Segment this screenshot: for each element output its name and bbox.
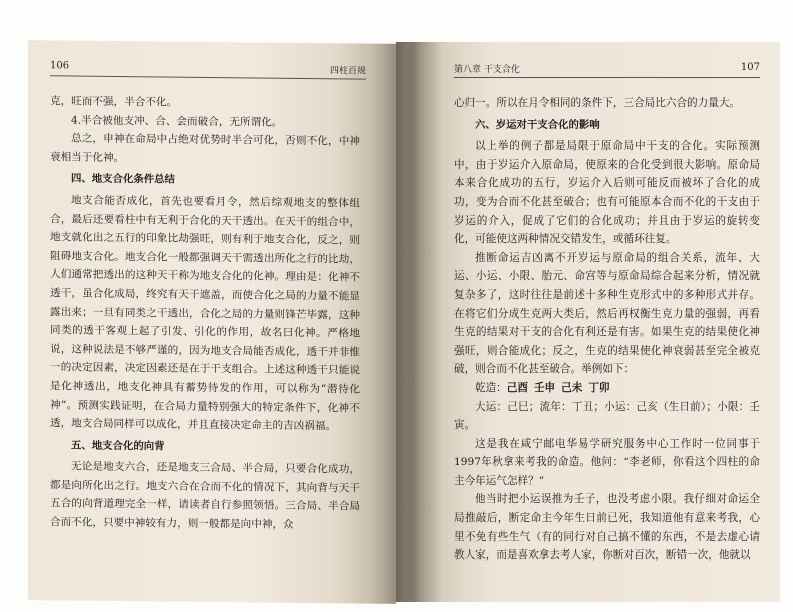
paragraph: 克，旺而不强，半合不化。 [50,95,178,109]
paragraph: 4.半合被他支冲、合、会而破合，无所谓化。 [71,114,283,129]
paragraph: 以上举的例子都是局限于原命局中干支的合化。实际预测中，由于岁运介入原命局，使原来的合化受到很大影响。原命局本来合化成功的五行，岁运介入后则可能反而被坏了合化的成功，变为合而不化甚至破合；也有可能原本合而不化的干支由于岁运的介入，促成了它们的合化成功；并且由于岁运的旋转变化，可能使这两种情况交错发生，或循环往复。 [454,140,760,246]
right-running-title: 第八章 干支合化 [454,65,520,75]
paragraph: 心归一。所以在月令相同的条件下，三合局比六合的力量大。 [454,97,741,109]
paragraph: 无论是地支六合，还是地支三合局、半合局，只要合化成功，都是向所化出之行。地支六合在合而不化的情况下，其向背与天干五合的向背道理完全一样，请读者自行参照领悟。三合局、半合局合而不化，只要中神较有力，则一般都是向中神，众 [50,460,360,531]
section-heading: 六、岁运对干支合化的影响 [475,118,600,131]
left-page [28,40,396,604]
left-page-header [50,60,366,79]
right-page-header [454,62,760,78]
left-running-title: 四柱百规 [329,66,366,77]
dayun-line: 大运：己巳；流年：丁丑；小运：己亥（生日前）；小限：壬寅。 [454,400,760,432]
open-book [28,42,780,602]
bazi-chart [454,379,760,398]
section-heading: 四、地支合化条件总结 [71,172,175,186]
bazi-label: 乾造： [475,381,507,394]
right-page-body [454,94,760,565]
paragraph: 这是我在咸宁邮电华易学研究服务中心工作时一位同事于1997年秋拿来考我的命造。他问：“李老师，你看这个四柱的命主今年运气怎样？” [454,437,760,487]
bazi-pillar: 己酉 [506,381,528,394]
paragraph: 地支合能否成化，首先也要看月令，然后综观地支的整体组合，最后还要看柱中有无利于合化的天干透出。在天干的组合中，地支就化出之五行的印象比劫强旺，则有利于地支合化，反之，则阻碍地支合化。地支合化一般都强调天干需透出所化之行的比劫，人们通常把透出的这种天干称为地支合化的化神。理由是：化神不透干，虽合化成局，终究有天干遮盖，而使合化之局的力量不能显露出来；一旦有同类之干透出，合化之局的力量则锋芒毕露，这种同类的透干客观上起了引发、引化的作用，故名曰化神。严格地说，这种说法是不够严谨的，因为地支合局能否成化，透干并非惟一的决定因素，决定因素还是在于干支组合。上述这种透干只能说是化神透出，地支化神具有蓄势待发的作用，可以称为“潜待化神”。预测实践证明，在合局力量特别强大的特定条件下，化神不透，地支合局同样可以成化，并且直接决定命主的吉凶祸福。 [50,194,360,433]
right-page [396,42,780,602]
bazi-pillar: 丁卯 [588,381,610,394]
paragraph: 推断命运吉凶离不开岁运与原命局的组合关系，流年、大运、小运、小限、胎元、命宫等与原命局综合起来分析，情况就复杂多了，这时往往是前述十多种生克形式中的多种形式并存。在将它们分成生克两大类后，然后再权衡生克力量的强弱，再看生克的结果对干支的合化有利还是有害。如果生克的结果使化神强旺，则合能成化；反之，生克的结果使化神衰弱甚至完全被克破，则合而不化甚至破合。举例如下： [454,251,760,376]
section-heading: 五、地支合化的向背 [71,439,165,453]
left-page-body [50,92,360,535]
bazi-pillar: 壬申 [533,381,556,394]
bazi-pillar: 己未 [561,381,583,394]
paragraph: 他当时把小运误推为壬子，也没考虑小限。我仔细对命运全局推敲后，断定命主今年生日前已死，我知道他有意来考我，心里不免有些生气（有的同行对自己搞不懂的东西，不是去虚心请教人家，而是喜欢拿去考人家，你断对百次，断错一次，他就以 [454,493,760,562]
paragraph: 总之，申神在命局中占绝对优势时半合可化，否则不化，中神衰相当于化神。 [50,132,360,164]
left-page-number: 106 [50,60,70,72]
right-page-number: 107 [740,62,760,73]
